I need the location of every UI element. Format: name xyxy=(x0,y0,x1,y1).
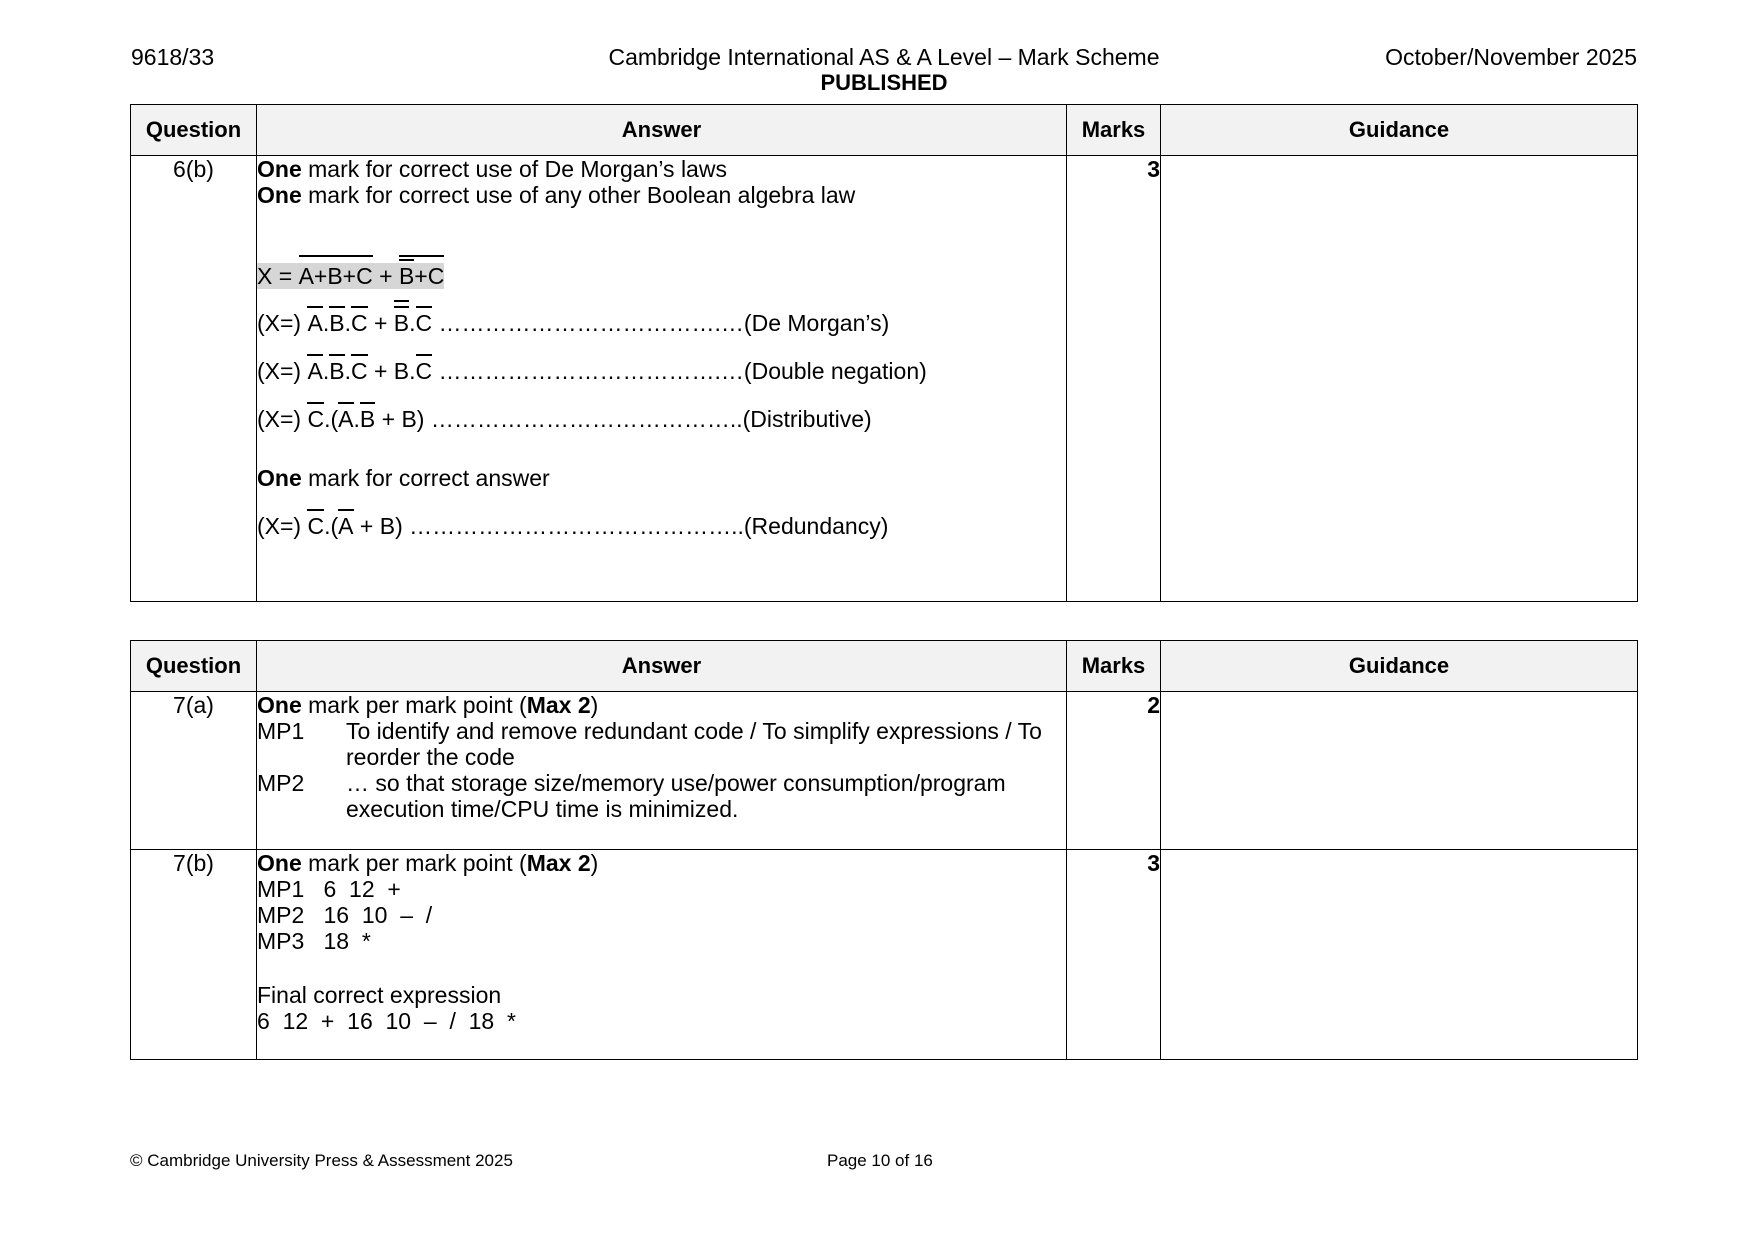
answer-text: mark per mark point ( xyxy=(301,850,527,876)
expr-operator: + xyxy=(372,263,399,289)
mark-point: MP3 18 * xyxy=(257,928,371,954)
marks-value: 2 xyxy=(1067,692,1161,850)
answer-text: mark for correct use of De Morgan’s laws xyxy=(301,156,727,182)
negated-literal: C xyxy=(307,406,325,432)
mark-point-text: To identify and remove redundant code / To simplify expressions / To reorder the code xyxy=(346,718,1042,770)
answer-text: ) xyxy=(590,850,599,876)
mark-scheme-table-7 xyxy=(130,640,1638,1060)
question-column-header: Question xyxy=(131,641,257,692)
negated-literal: C xyxy=(350,310,368,336)
emphasis-one: One xyxy=(257,182,302,208)
table-row-7b xyxy=(131,850,1638,1060)
emphasis-one: One xyxy=(257,850,302,876)
answer-cell xyxy=(257,692,1067,850)
max-marks: Max 2 xyxy=(526,692,591,718)
final-expression: 6 12 + 16 10 – / 18 * xyxy=(257,1008,516,1034)
double-negated-literal: B xyxy=(393,310,410,336)
law-annotation: ……………………………….…(Double negation) xyxy=(432,358,927,384)
max-marks: Max 2 xyxy=(526,850,591,876)
answer-text: mark for correct use of any other Boolean algebra law xyxy=(301,182,856,208)
step-prefix: (X=) xyxy=(257,358,308,384)
answer-line xyxy=(257,182,1066,208)
law-annotation: + B) …………………………………..(Distributive) xyxy=(375,406,872,432)
marks-value: 3 xyxy=(1067,850,1161,1060)
law-annotation: + B) ……………………………………..(Redundancy) xyxy=(353,513,889,539)
emphasis-one: One xyxy=(257,692,302,718)
answer-text: mark for correct answer xyxy=(301,465,550,491)
mark-point xyxy=(257,770,1066,822)
law-annotation: ……………………………….…(De Morgan’s) xyxy=(432,310,890,336)
answer-cell xyxy=(257,850,1067,1060)
expr-text: + B. xyxy=(367,358,416,384)
answer-text: mark per mark point ( xyxy=(301,692,527,718)
table-header-row xyxy=(131,105,1638,156)
negated-literal: B xyxy=(329,310,345,336)
expr-literal: +C xyxy=(414,263,445,289)
negated-literal: A xyxy=(338,406,354,432)
simplification-step xyxy=(257,513,1066,539)
negated-literal: A xyxy=(307,358,323,384)
answer-column-header: Answer xyxy=(257,641,1067,692)
exam-session: October/November 2025 xyxy=(1385,44,1637,70)
negated-term: A+B+C xyxy=(298,263,373,289)
marks-column-header: Marks xyxy=(1067,105,1161,156)
emphasis-one: One xyxy=(257,156,302,182)
negated-literal: C xyxy=(415,310,433,336)
final-expression-label: Final correct expression xyxy=(257,982,502,1008)
answer-line xyxy=(257,156,1066,182)
simplification-step: (X=) C.(A.B + B) …………………………………..(Distributive) xyxy=(257,406,872,432)
boolean-expression xyxy=(257,263,1066,289)
negated-literal: C xyxy=(307,513,325,539)
expr-text: .( xyxy=(324,513,339,539)
negated-literal: B xyxy=(329,358,345,384)
marks-column-header: Marks xyxy=(1067,641,1161,692)
marks-value: 3 xyxy=(1067,156,1161,602)
emphasis-one: One xyxy=(257,465,302,491)
answer-line xyxy=(257,850,1066,876)
negated-literal: C xyxy=(415,358,433,384)
question-number: 7(b) xyxy=(131,850,257,1060)
guidance-column-header: Guidance xyxy=(1161,105,1638,156)
step-prefix: (X=) xyxy=(257,406,308,432)
negated-literal: B xyxy=(359,406,376,432)
guidance-cell xyxy=(1161,156,1638,602)
mark-scheme-table-6 xyxy=(130,104,1638,602)
highlighted-expression xyxy=(257,263,444,289)
negated-literal: A xyxy=(307,310,323,336)
mark-point xyxy=(257,718,1066,770)
simplification-step: (X=) A.B.C + B.C ……………………………….…(Double negation) xyxy=(257,358,927,384)
title-text: Cambridge International AS & A Level – Mark Scheme xyxy=(608,44,1160,70)
expr-text: .( xyxy=(324,406,339,432)
simplification-step: (X=) A.B.C + B.C ……………………………….…(De Morgan’s) xyxy=(257,310,890,336)
answer-line xyxy=(257,465,1066,491)
negated-literal: B xyxy=(398,263,415,289)
table-row-6b xyxy=(131,156,1638,602)
answer-column-header: Answer xyxy=(257,105,1067,156)
negated-literal: C xyxy=(350,358,368,384)
question-column-header: Question xyxy=(131,105,257,156)
published-label: PUBLISHED xyxy=(820,70,948,95)
guidance-cell xyxy=(1161,850,1638,1060)
guidance-cell xyxy=(1161,692,1638,850)
step-prefix: (X=) xyxy=(257,310,308,336)
page-number: Page 10 of 16 xyxy=(827,1151,933,1170)
copyright-footer: © Cambridge University Press & Assessment 2025 xyxy=(130,1151,513,1170)
expr-prefix: X = xyxy=(257,263,299,289)
table-row-7a xyxy=(131,692,1638,850)
mark-point: MP2 16 10 – / xyxy=(257,902,433,928)
paper-code: 9618/33 xyxy=(131,44,215,70)
answer-cell xyxy=(257,156,1067,602)
answer-text: ) xyxy=(590,692,599,718)
question-number: 6(b) xyxy=(131,156,257,602)
negated-literal: A xyxy=(338,513,354,539)
answer-line xyxy=(257,692,1066,718)
step-prefix: (X=) xyxy=(257,513,308,539)
table-header-row xyxy=(131,641,1638,692)
mark-point-key: MP2 xyxy=(257,770,305,796)
negated-term xyxy=(399,263,444,289)
mark-point-text: … so that storage size/memory use/power consumption/program execution time/CPU time is minimized. xyxy=(346,770,1006,822)
mark-point-key: MP1 xyxy=(257,718,305,744)
guidance-column-header: Guidance xyxy=(1161,641,1638,692)
expr-operator: + xyxy=(367,310,394,336)
question-number: 7(a) xyxy=(131,692,257,850)
mark-point: MP1 6 12 + xyxy=(257,876,401,902)
